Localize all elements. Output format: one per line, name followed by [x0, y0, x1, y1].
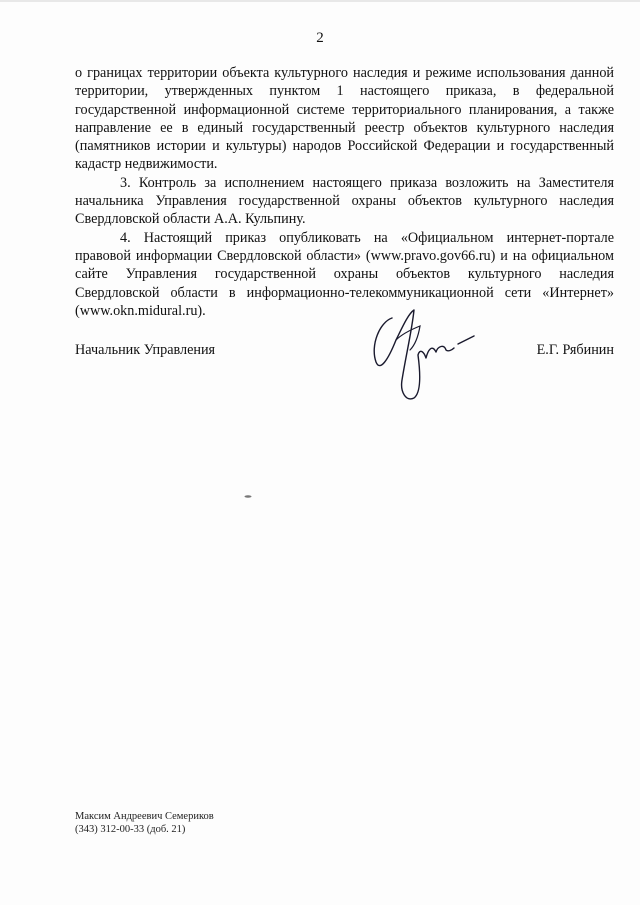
paragraph-item-3: 3. Контроль за исполнением настоящего приказа возложить на Заместителя начальника Управления государственной охраны объектов культурного наследия Свердловской области А.А. Кульпину.	[75, 174, 614, 228]
paragraph-item-4: 4. Настоящий приказ опубликовать на «Официальном интернет-портале правовой информации Свердловской области» (www.pravo.gov66.ru) и на официальном сайте Управления государственной охраны объектов культурного наследия Свердловской области в информационно-телекоммуникационной сети «Интернет» (www.okn.midural.ru).	[75, 229, 614, 319]
signer-position: Начальник Управления	[75, 342, 216, 358]
signer-name: Е.Г. Рябинин	[536, 342, 614, 358]
document-body	[75, 64, 614, 320]
scan-speck	[244, 495, 252, 498]
executor-name: Максим Андреевич Семериков	[75, 811, 214, 822]
page-number: 2	[316, 30, 324, 46]
handwritten-signature	[362, 300, 492, 405]
executor-phone: (343) 312-00-33 (доб. 21)	[75, 824, 186, 835]
paragraph-continuation: о границах территории объекта культурного наследия и режиме использования данной территории, утвержденных пунктом 1 настоящего приказа, в федеральной государственной информационной системе территориального планирования, а также направление ее в единый государственный реестр объектов культурного наследия (памятников истории и культуры) народов Российской Федерации и государственный кадастр недвижимости.	[75, 65, 614, 173]
executor-footer	[75, 810, 214, 836]
scan-edge	[0, 0, 640, 2]
signature-row	[75, 342, 614, 362]
